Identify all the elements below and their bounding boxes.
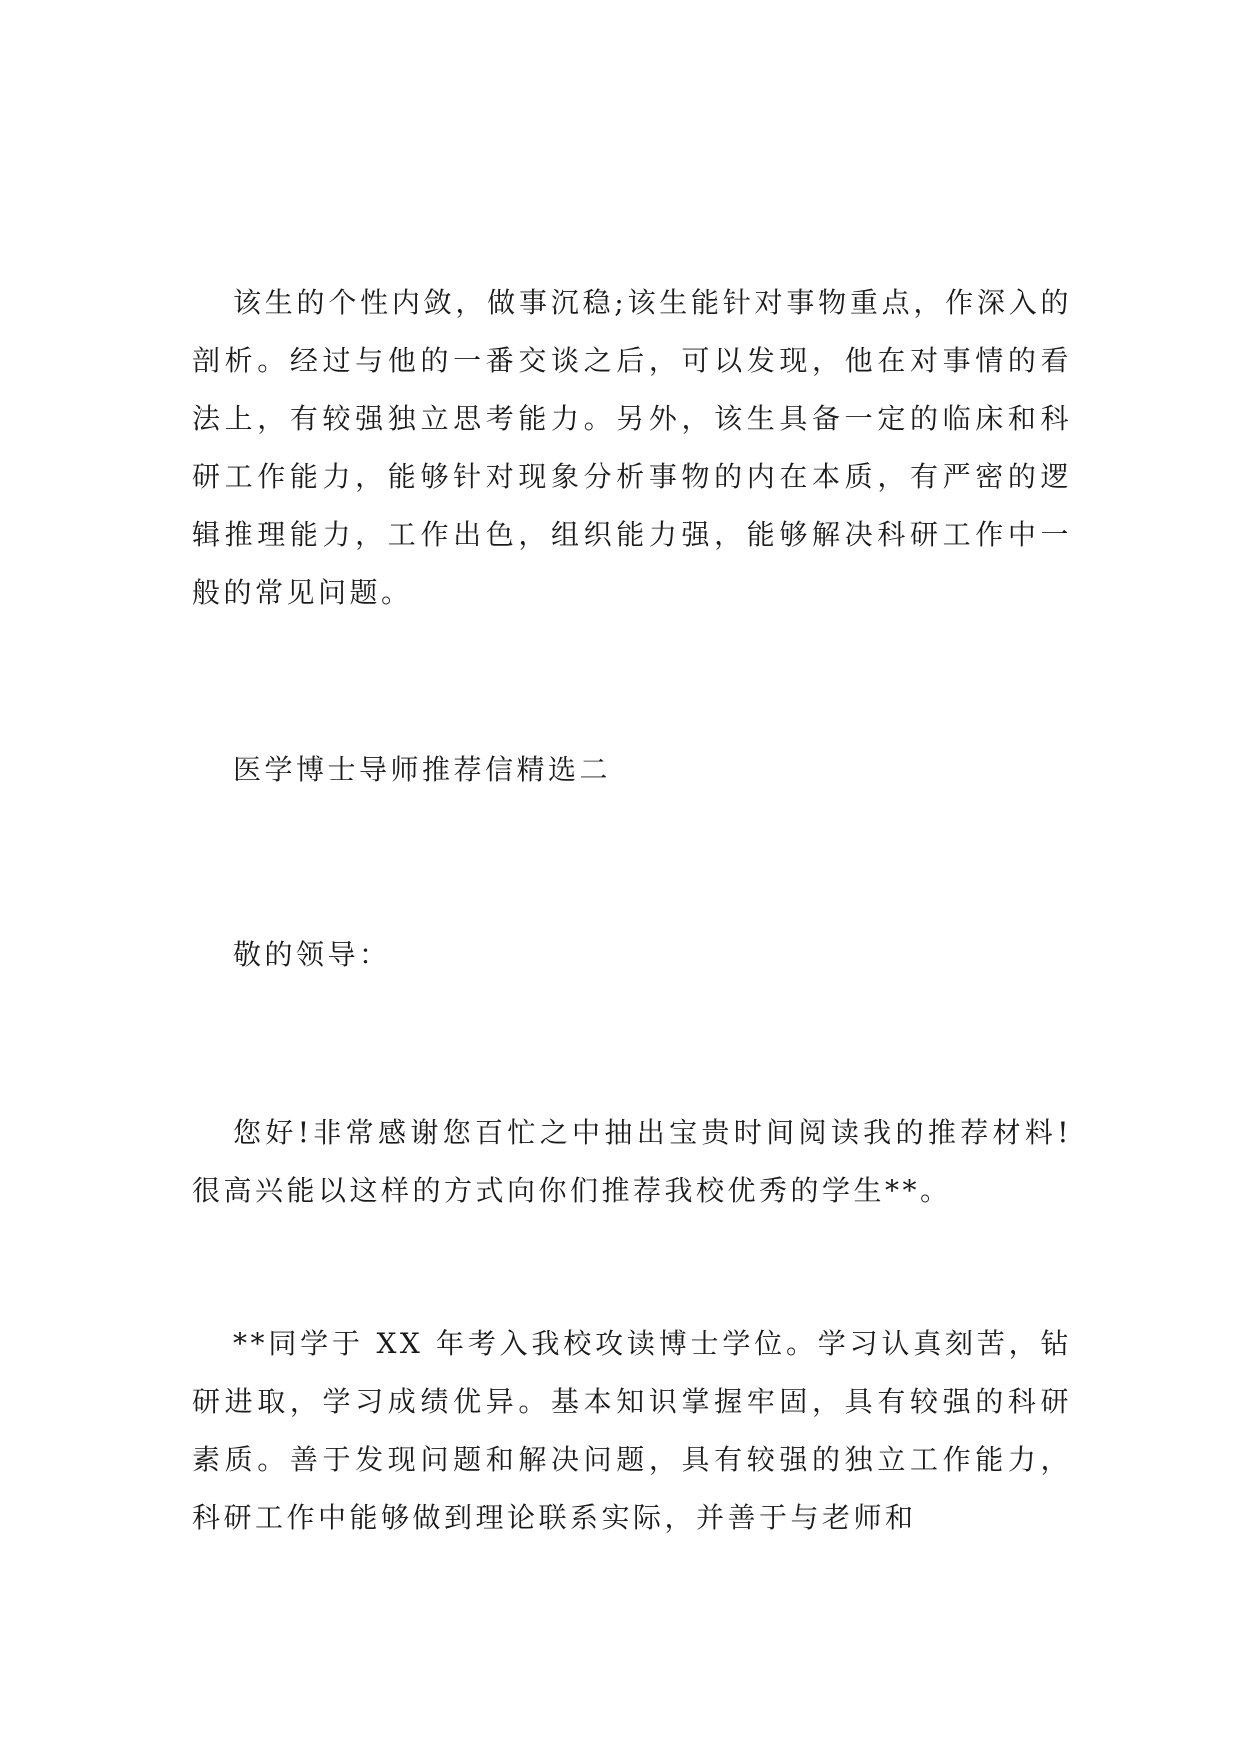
paragraph-student-evaluation: 该生的个性内敛，做事沉稳;该生能针对事物重点，作深入的剖析。经过与他的一番交谈之后，可以发现，他在对事情的看法上，有较强独立思考能力。另外，该生具备一定的临床和科研工作能力，能够针对现象分析事物的内在本质，有严密的逻辑推理能力，工作出色，组织能力强，能够解决科研工作中一般的常见问题。: [192, 286, 1072, 609]
paragraph-student-introduction: **同学于 XX 年考入我校攻读博士学位。学习认真刻苦，钻研进取，学习成绩优异。基本知识掌握牢固，具有较强的科研素质。善于发现问题和解决问题，具有较强的独立工作能力，科研工作中能够做到理论联系实际，并善于与老师和: [192, 1327, 1072, 1534]
section-heading: 医学博士导师推荐信精选二: [233, 753, 612, 786]
paragraph-greeting: 您好!非常感谢您百忙之中抽出宝贵时间阅读我的推荐材料!很高兴能以这样的方式向你们推荐我校优秀的学生**。: [192, 1116, 1072, 1207]
salutation: 敬的领导：: [233, 938, 391, 971]
